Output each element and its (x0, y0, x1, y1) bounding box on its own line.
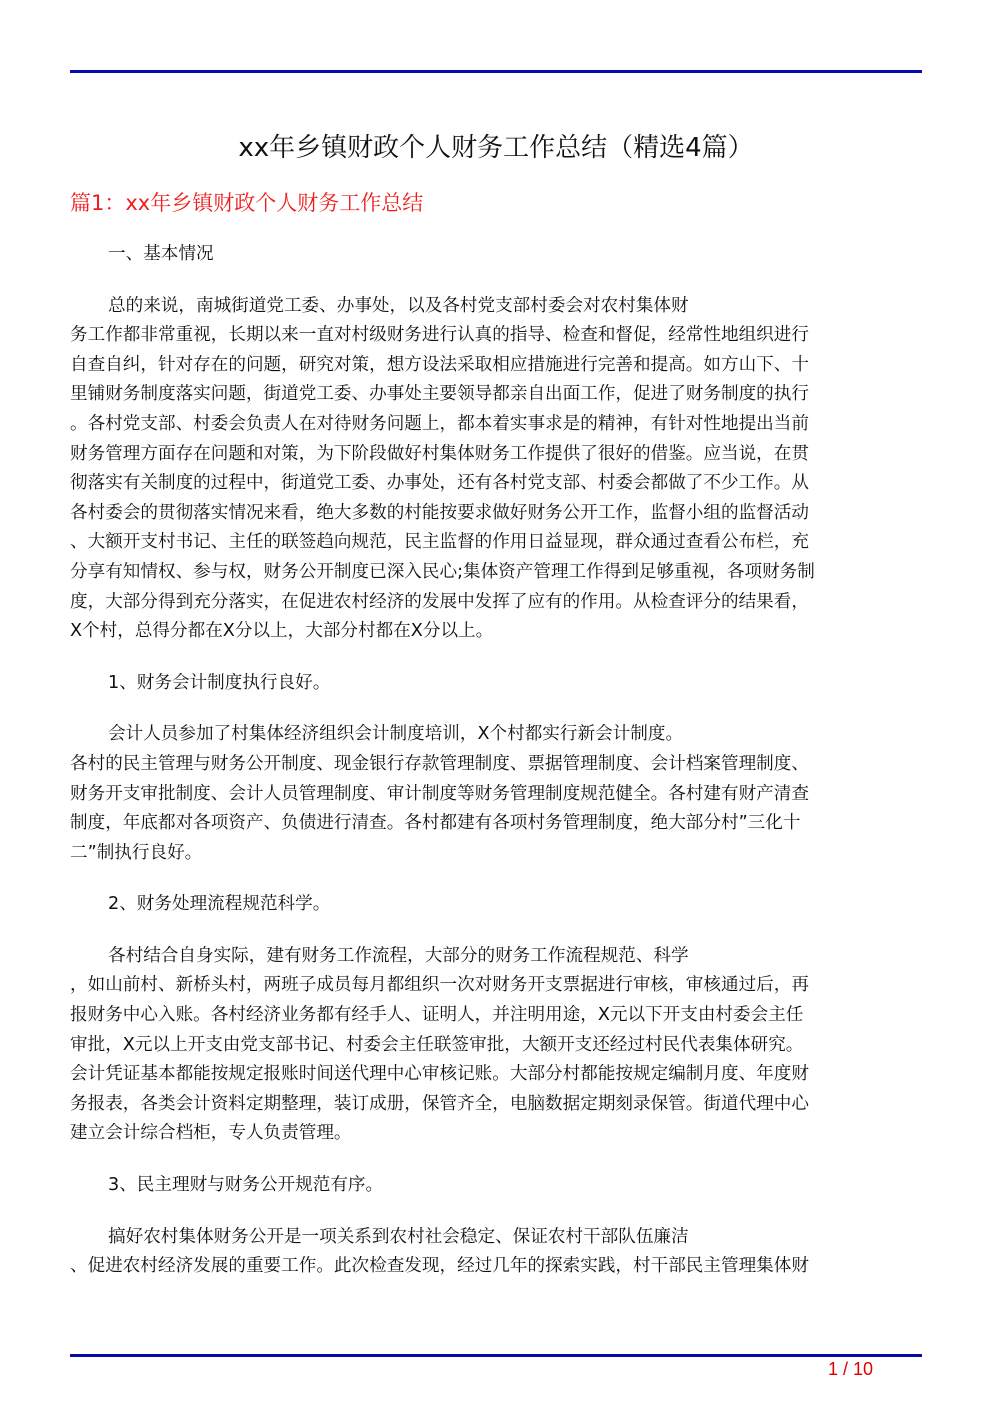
line: 财务开支审批制度、会计人员管理制度、审计制度等财务管理制度规范健全。各村建有财产清查 (70, 783, 809, 804)
line: 务工作都非常重视，长期以来一直对村级财务进行认真的指导、检查和督促，经常性地组织进行 (70, 325, 809, 346)
line: 自查自纠，针对存在的问题，研究对策，想方设法采取相应措施进行完善和提高。如方山下、十 (70, 354, 809, 375)
line: 。各村党支部、村委会负责人在对待财务问题上，都本着实事求是的精神，有针对性地提出当前 (70, 413, 809, 434)
line: 报财务中心入账。各村经济业务都有经手人、证明人，并注明用途，X元以下开支由村委会主任 (70, 1005, 804, 1026)
line: 彻落实有关制度的过程中，街道党工委、办事处，还有各村党支部、村委会都做了不少工作。从 (70, 473, 809, 494)
line: ，如山前村、新桥头村，两班子成员每月都组织一次对财务开支票据进行审核，审核通过后，再 (70, 975, 809, 996)
line: 度，大部分得到充分落实，在促进农村经济的发展中发挥了应有的作用。从检查评分的结果看， (70, 591, 809, 612)
subheading-basic-situation: 一、基本情况 (108, 244, 214, 264)
line: 总的来说，南城街道党工委、办事处，以及各村党支部村委会对农村集体财 (108, 295, 689, 316)
line: 、大额开支村书记、主任的联签趋向规范，民主监督的作用日益显现，群众通过查看公布栏，充 (70, 532, 809, 553)
subheading-processing-flow: 2、财务处理流程规范科学。 (108, 894, 331, 915)
line: 各村的民主管理与财务公开制度、现金银行存款管理制度、票据管理制度、会计档案管理制度、 (70, 753, 809, 774)
footer-rule (70, 1354, 922, 1357)
line: X个村，总得分都在X分以上，大部分村都在X分以上。 (70, 621, 494, 642)
section-heading: 篇1：xx年乡镇财政个人财务工作总结 (70, 191, 424, 215)
line: 务报表，各类会计资料定期整理，装订成册，保管齐全，电脑数据定期刻录保管。街道代理中心 (70, 1093, 809, 1114)
subheading-accounting-system: 1、财务会计制度执行良好。 (108, 672, 331, 693)
line: 制度，年底都对各项资产、负债进行清查。各村都建有各项村务管理制度，绝大部分村”三化十 (70, 813, 801, 834)
line: 分享有知情权、参与权，财务公开制度已深入民心;集体资产管理工作得到足够重视，各项财务制 (70, 561, 815, 582)
paragraph-accounting-system (70, 720, 922, 868)
document-title: xx年乡镇财政个人财务工作总结（精选4篇） (238, 133, 754, 163)
paragraph-democratic-finance (70, 1223, 922, 1282)
paragraph-processing-flow (70, 942, 922, 1149)
line: 各村结合自身实际，建有财务工作流程，大部分的财务工作流程规范、科学 (108, 945, 689, 966)
line: 各村委会的贯彻落实情况来看，绝大多数的村能按要求做好财务公开工作，监督小组的监督活动 (70, 502, 809, 523)
paragraph-overview (70, 292, 922, 647)
line: 搞好农村集体财务公开是一项关系到农村社会稳定、保证农村干部队伍廉洁 (108, 1226, 689, 1247)
line: 会计人员参加了村集体经济组织会计制度培训，X个村都实行新会计制度。 (108, 724, 684, 745)
header-rule (70, 70, 922, 73)
line: 财务管理方面存在问题和对策，为下阶段做好村集体财务工作提供了很好的借鉴。应当说，在贯 (70, 443, 809, 464)
page-number: 1 / 10 (828, 1359, 874, 1379)
line: 、促进农村经济发展的重要工作。此次检查发现，经过几年的探索实践，村干部民主管理集体财 (70, 1256, 809, 1277)
line: 建立会计综合档柜，专人负责管理。 (70, 1123, 352, 1144)
line: 会计凭证基本都能按规定报账时间送代理中心审核记账。大部分村都能按规定编制月度、年度财 (70, 1064, 809, 1085)
line: 审批，X元以上开支由党支部书记、村委会主任联签审批，大额开支还经过村民代表集体研究。 (70, 1034, 804, 1055)
document-body (70, 240, 922, 1282)
line: 二”制执行良好。 (70, 842, 203, 863)
subheading-democratic-finance: 3、民主理财与财务公开规范有序。 (108, 1175, 384, 1196)
line: 里铺财务制度落实问题，街道党工委、办事处主要领导都亲自出面工作，促进了财务制度的执行 (70, 384, 809, 405)
